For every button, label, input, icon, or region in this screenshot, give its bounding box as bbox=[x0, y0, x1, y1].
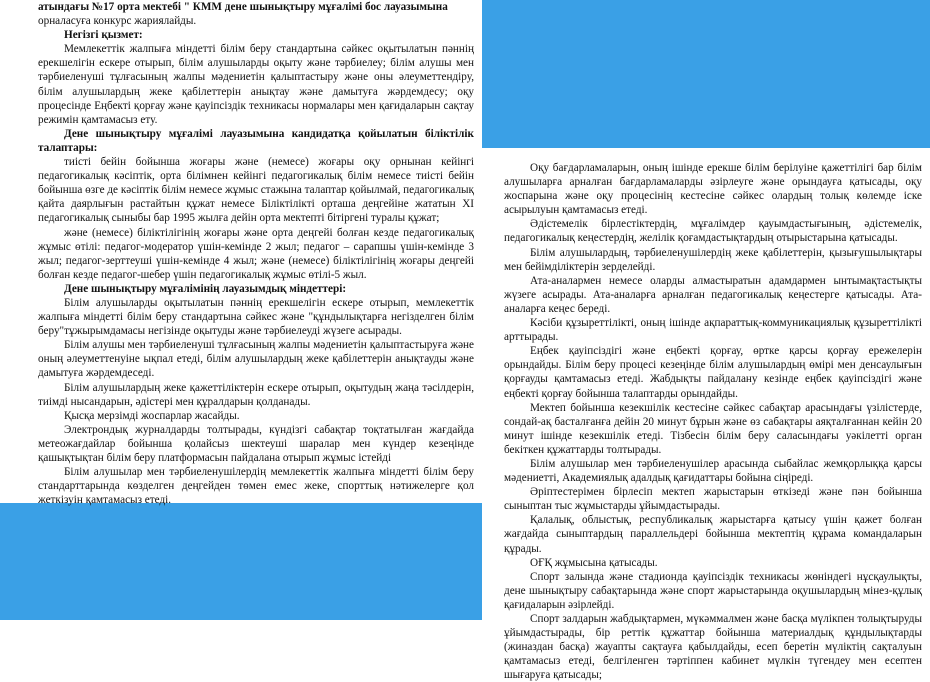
paragraph: Мектеп бойынша кезекшілік кестесіне сәйкес сабақтар арасындағы үзілістерде, сондай-ақ басталғанға дейін 20 минут бұрын және өз сабақтары аяқталғаннан кейін 20 минут ішінде кезекшілік етеді. Тізбесін білім беру саласындағы уәкілетті орган бекіткен құжаттарды толтырады. bbox=[504, 401, 922, 456]
paragraph: Спорт залында және стадионда қауіпсіздік техникасы жөніндегі нұсқаулықты, дене шынықтыру сабақтарында және спорт жарыстарында оқушылардың мінез-құлық қағидаларын әзірлейді. bbox=[504, 570, 922, 611]
paragraph: және (немесе) біліктілігінің жоғары және орта деңгейі болған кезде педагогикалық жұмыс өтілі: педагог-модератор үшін-кемінде 2 жыл; педагог – сарапшы үшін-кемінде 3 жыл; педагог-зерттеуші үшін-кемінде 4 жыл; және (немесе) біліктілігінің жоғары деңгейі болған кезде педагог-шебер үшін педагогикалық жұмыс өтілі-5 жыл. bbox=[38, 226, 474, 281]
document-page-right bbox=[482, 155, 930, 682]
document-page-left bbox=[6, 0, 482, 507]
paragraph: Қалалық, облыстық, республикалық жарыстарға қатысу үшін қажет болған жағдайда сыныптардың параллельдері бойынша мектептің құрама командаларын құрады. bbox=[504, 514, 922, 555]
paragraph: Білім алушылардың жеке қажеттіліктерін ескере отырып, оқытудың жаңа тәсілдерін, тиімді нысандарын, әдістері мен құралдарын қолданады. bbox=[38, 381, 474, 408]
blue-background-bottom-left bbox=[0, 503, 482, 620]
paragraph: Білім алушы мен тәрбиеленуші тұлғасының жалпы мәдениетін қалыптастыруға және оның әлеуметтенуіне ықпал етеді, білім алушылардың жеке қабілеттерін анықтауды және дамытуға жәрдемдеседі. bbox=[38, 339, 474, 380]
paragraph: Әдістемелік бірлестіктердің, мұғалімдер қауымдастығының, әдістемелік, педагогикалық кеңестердің, желілік қоғамдастықтардың отырыстарына қатысады. bbox=[504, 218, 922, 245]
paragraph: Спорт залдарын жабдықтармен, мүкәммалмен және басқа мүлікпен толықтыруды ұйымдастырады, бір реттік құжаттар бойынша материалдық құндылықтарды (жиназдан басқа) жауапты сақтауға қабылдайды, есеп беретін мүліктің сақталуын қамтамасыз етеді, белгіленген тәртіппен кабинет мүлкін түгендеу мен есептен шығаруға қатысады; bbox=[504, 613, 922, 682]
paragraph: Білім алушылардың, тәрбиеленушілердің жеке қабілеттерін, қызығушылықтары мен бейімділіктерін зерделейді. bbox=[504, 246, 922, 273]
intro-line: атындағы №17 орта мектебі " КММ дене шынықтыру мұғалімі бос лауазымына bbox=[38, 1, 448, 13]
section-heading-duties: Дене шынықтыру мұғалімінің лауазымдық міндеттері: bbox=[64, 282, 347, 295]
paragraph: ОҒҚ жұмысына қатысады. bbox=[530, 556, 658, 569]
paragraph: Білім алушылар мен тәрбиеленушілердің мемлекеттік жалпыға міндетті білім беру стандарттарында көзделген деңгейден төмен емес жеке, спорттық нәтижелерге қол жеткізуін қамтамасыз етеді. bbox=[38, 466, 474, 507]
intro-line: орналасуға конкурс жариялайды. bbox=[38, 15, 197, 28]
paragraph: Білім алушыларды оқытылатын пәннің ерекшелігін ескере отырып, мемлекеттік жалпыға міндетті білім беру стандартына сәйкес және "құндылықтарға негізделген білім беру"тұжырымдамасы негізінде оқытуды және тәрбиелеуді жүзеге асырады. bbox=[38, 296, 474, 338]
paragraph: Ата-аналармен немесе оларды алмастыратын адамдармен ынтымақтастықты жүзеге асырады. Ата-аналарға арналған педагогикалық кеңестерге қатысады. Ата-аналарға кеңес береді. bbox=[504, 274, 922, 315]
paragraph: Кәсіби құзыреттілікті, оның ішінде ақпараттық-коммуникациялық құзыреттілікті арттырады. bbox=[504, 317, 922, 344]
paragraph: Қысқа мерзімді жоспарлар жасайды. bbox=[64, 409, 240, 422]
paragraph: Электрондық журналдарды толтырады, күндізгі сабақтар тоқтатылған жағдайда метеожағдайлар бойынша қолайсыз шектеуші шаралар мен күндер кезеңінде қашықтықтан білім беру платформасын пайдалана отырып жұмыс істейді bbox=[38, 423, 474, 464]
section-heading-main-function: Негізгі қызмет: bbox=[64, 29, 143, 42]
blue-background-top-right bbox=[482, 0, 930, 148]
paragraph: Әріптестерімен бірлесіп мектеп жарыстарын өткізеді және пән бойынша сыныптан тыс жұмыстарды ұйымдастырады. bbox=[504, 486, 922, 513]
paragraph: Білім алушылар мен тәрбиеленушілер арасында сыбайлас жемқорлыққа қарсы мәдениетті, Академиялық адалдық қағидаттары бойына сіңіреді. bbox=[504, 457, 922, 485]
paragraph: тиісті бейін бойынша жоғары және (немесе) жоғары оқу орнынан кейінгі педагогикалық кәсіптік, орта білімнен кейінгі педагогикалық білім немесе тиісті бейін бойынша өзге де кәсіптік білім немесе жұмыс стажына талаптар қойылмай, педагогикалық қайта даярлығын растайтын құжат немесе Біліктілікті орташа деңгейіне жататын XI педагогикалық сыныбы бар 1995 жылға дейін орта мектепті бітіргені туралы құжат; bbox=[38, 156, 474, 225]
paragraph: Еңбек қауіпсіздігі және еңбекті қорғау, өртке қарсы қорғау ережелерін орындайды. Білім беру процесі кезеңінде білім алушылардың өмірі мен денсаулығын қорғауды қамтамасыз етеді. Жабдықты пайдалану кезінде еңбек қауіпсіздігі және еңбекті қорғау бойынша талаптарды орындайды. bbox=[504, 345, 922, 400]
section-heading-requirements: Дене шынықтыру мұғалімі лауазымына кандидатқа қойылатын біліктілік талаптары: bbox=[38, 127, 474, 154]
paragraph: Мемлекеттік жалпыға міндетті білім беру стандартына сәйкес оқытылатын пәннің ерекшелігін ескере отырып, білім алушыларды оқыту және тәрбиелеу; білім алушы мен тәрбиеленуші тұлғасының жалпы мәдениетін қалыптастыру және оны әлеуметтендіру, білім алушылардың жеке қабілеттерін анықтау және дамытуға жәрдемдесу; оқу процесінде Еңбекті қорғау және қауіпсіздік техникасы нормалары мен қағидаларын сақтау режимін қамтамасыз ету. bbox=[38, 43, 474, 126]
paragraph: Оқу бағдарламаларын, оның ішінде ерекше білім берілуіне қажеттілігі бар білім алушыларға арналған бағдарламаларды әзірлеуге және орындауға қатысады, оқу жоспарына және оқу процесінің кестесіне сәйкес олардың толық көлемде іске асырылуын қамтамасыз етеді. bbox=[504, 162, 922, 217]
